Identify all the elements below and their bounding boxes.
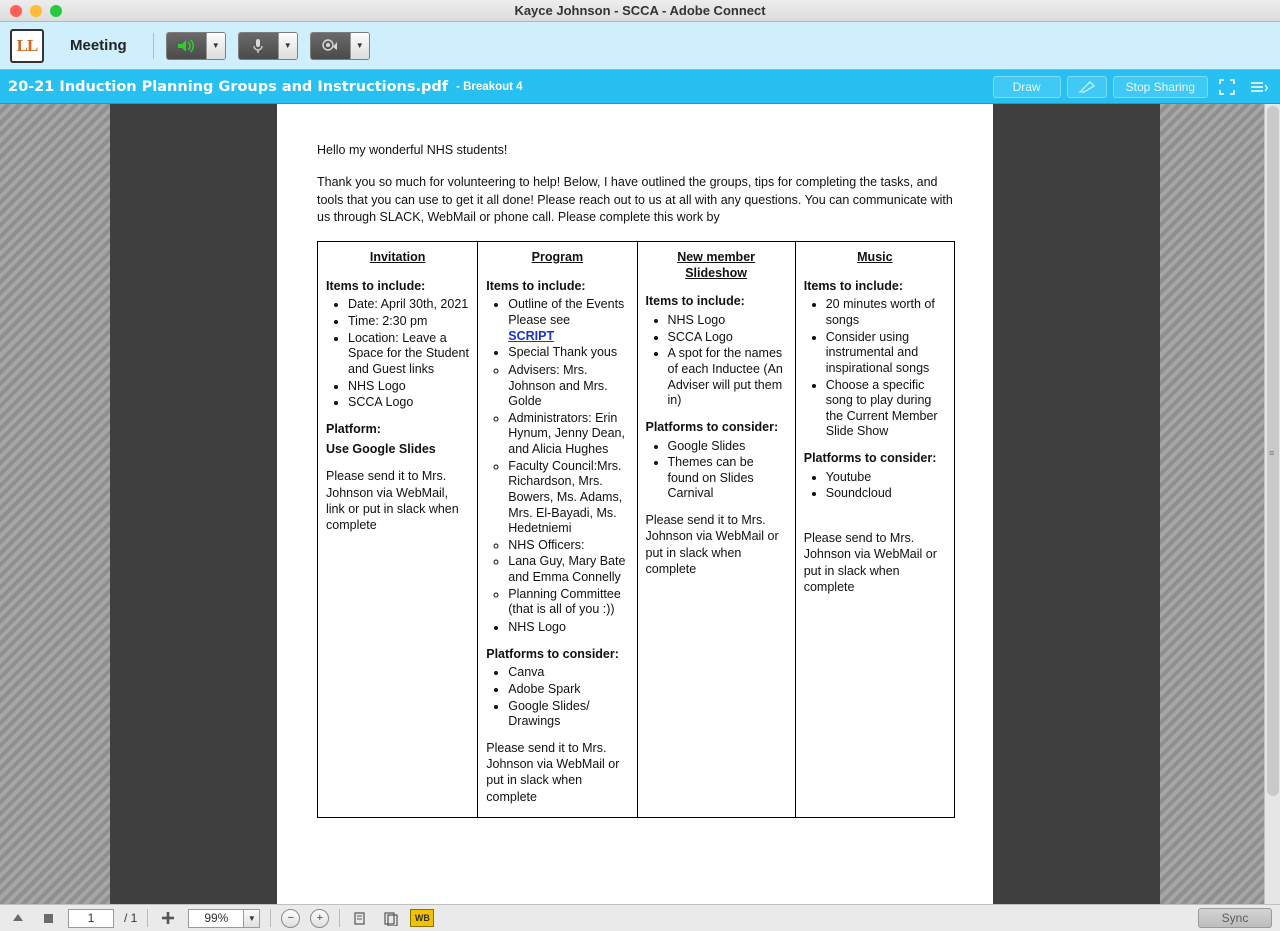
list-item: • NHS Logo — [668, 313, 787, 329]
list-item: • Time: 2:30 pm — [348, 314, 469, 330]
pdf-bottom-toolbar — [0, 904, 1280, 931]
sync-button[interactable]: Sync — [1198, 908, 1272, 928]
viewer-background-right — [993, 104, 1160, 904]
submission-note: Please send it to Mrs. Johnson via WebMail or put in slack when complete — [645, 513, 779, 576]
list-item: ◦ Administrators: Erin Hynum, Jenny Dean, and Alicia Hughes — [508, 411, 628, 458]
page-next-icon[interactable] — [380, 908, 400, 928]
items-label: Items to include: — [486, 278, 586, 293]
share-pod-header — [0, 70, 1280, 104]
list-item: ◦ Advisers: Mrs. Johnson and Mrs. Golde — [508, 363, 628, 410]
list-item: ◦ Lana Guy, Mary Bate and Emma Connelly — [508, 554, 628, 585]
instructions-table — [317, 241, 955, 818]
webcam-dropdown-icon[interactable]: ▼ — [351, 33, 369, 59]
spacer — [804, 512, 946, 520]
speaker-icon[interactable] — [167, 33, 207, 59]
microphone-icon[interactable] — [239, 33, 279, 59]
list-item: • NHS Logo — [348, 379, 469, 395]
window-title-bar — [0, 0, 1280, 22]
column-heading: Invitation — [369, 250, 426, 264]
pointer-icon[interactable] — [1067, 76, 1107, 98]
microphone-dropdown-icon[interactable]: ▼ — [279, 33, 297, 59]
submission-note: Please send it to Mrs. Johnson via WebMail, link or put in slack when complete — [326, 469, 459, 532]
list-item: • 20 minutes worth of songs — [826, 297, 946, 328]
platforms-list — [646, 439, 787, 503]
document-greeting: Hello my wonderful NHS students! — [317, 143, 508, 157]
app-logo: LL — [10, 29, 44, 63]
list-item: • SCCA Logo — [668, 330, 787, 346]
list-item: • Date: April 30th, 2021 — [348, 297, 469, 313]
document-intro: Thank you so much for volunteering to help! Below, I have outlined the groups, tips for completing the tasks, and tools that you can use to get it all done! Please reach out to us at all with any questions. You can communicate with us through SLACK, WebMail or phone call. Please complete this work by — [317, 174, 953, 225]
hamburger-menu-icon[interactable] — [1246, 76, 1272, 98]
breakout-room-label: - Breakout 4 — [456, 80, 523, 93]
minimize-window-button[interactable] — [30, 5, 42, 17]
platforms-list — [486, 665, 628, 730]
list-item — [508, 297, 628, 344]
pdf-page — [277, 104, 993, 904]
list-item-text: Outline of the Events Please see — [508, 297, 625, 327]
list-item: • Soundcloud — [826, 486, 946, 502]
list-item: • Location: Leave a Space for the Student and Guest links — [348, 331, 469, 378]
list-item: • Special Thank yous — [508, 345, 628, 361]
subitems-list — [486, 363, 628, 618]
list-item: • Youtube — [826, 470, 946, 486]
speaker-dropdown-icon[interactable]: ▼ — [207, 33, 225, 59]
table-cell-program — [478, 242, 637, 818]
document-viewer[interactable] — [0, 104, 1280, 904]
plus-icon[interactable] — [158, 908, 178, 928]
list-item: ◦ NHS Officers: — [508, 538, 628, 554]
list-item: • Choose a specific song to play during the Current Member Slide Show — [826, 378, 946, 441]
column-heading: Program — [531, 250, 584, 264]
items-label: Items to include: — [803, 278, 904, 293]
submission-note: Please send it to Mrs. Johnson via WebMail or put in slack when complete — [486, 740, 620, 804]
draw-button[interactable]: Draw — [993, 76, 1061, 98]
platforms-label: Platforms to consider: — [645, 419, 779, 434]
stop-icon[interactable] — [38, 908, 58, 928]
platforms-label: Platforms to consider: — [486, 646, 619, 661]
menu-meeting[interactable]: Meeting — [70, 37, 127, 54]
page-count-label: / 1 — [124, 911, 138, 925]
items-list-tail — [486, 620, 628, 636]
table-cell-new-member-slideshow — [637, 242, 795, 818]
zoom-value-input[interactable]: 99% — [188, 909, 244, 928]
list-item: • Google Slides — [668, 439, 787, 455]
platforms-list — [804, 470, 946, 502]
window-controls — [0, 5, 62, 17]
webcam-icon[interactable] — [311, 33, 351, 59]
list-item: ◦ Faculty Council:Mrs. Richardson, Mrs. Bowers, Ms. Adams, Mrs. El-Bayadi, Ms. Hedetniemi — [508, 459, 628, 537]
toolbar-divider — [339, 909, 340, 927]
table-cell-music — [795, 242, 954, 818]
viewer-background-left — [110, 104, 277, 904]
stop-sharing-button[interactable]: Stop Sharing — [1113, 76, 1208, 98]
toolbar-divider — [147, 909, 148, 927]
items-list — [646, 313, 787, 409]
speaker-control-group[interactable] — [166, 32, 226, 60]
fullscreen-icon[interactable] — [1214, 76, 1240, 98]
page-prev-icon[interactable] — [350, 908, 370, 928]
items-label: Items to include: — [326, 278, 426, 293]
webcam-control-group[interactable] — [310, 32, 370, 60]
app-toolbar — [0, 22, 1280, 70]
toolbar-divider — [153, 33, 154, 59]
close-window-button[interactable] — [10, 5, 22, 17]
items-list — [804, 297, 946, 440]
column-heading: Music — [857, 250, 893, 264]
viewer-hatch-left — [0, 104, 110, 904]
zoom-control[interactable] — [188, 909, 260, 928]
arrow-up-icon[interactable] — [8, 908, 28, 928]
viewer-hatch-right — [1160, 104, 1270, 904]
list-item: • Adobe Spark — [508, 682, 628, 698]
list-item: • NHS Logo — [508, 620, 628, 636]
items-label: Items to include: — [645, 294, 745, 309]
submission-note: Please send to Mrs. Johnson via WebMail or put in slack when complete — [803, 531, 937, 594]
scrollbar-grip-icon: ≡ — [1269, 448, 1275, 458]
microphone-control-group[interactable] — [238, 32, 298, 60]
table-row — [318, 242, 955, 818]
toolbar-divider — [270, 909, 271, 927]
chevron-down-icon[interactable]: ▼ — [244, 909, 260, 928]
list-item: • SCCA Logo — [348, 395, 469, 411]
items-list — [326, 297, 469, 410]
share-actions — [993, 76, 1272, 98]
list-item: • Themes can be found on Slides Carnival — [668, 455, 787, 502]
platform-label: Platform: — [326, 421, 381, 436]
viewer-scrollbar[interactable] — [1264, 104, 1280, 904]
script-link[interactable]: SCRIPT — [508, 328, 555, 343]
shared-file-name: 20-21 Induction Planning Groups and Instructions.pdf — [8, 78, 449, 95]
list-item: • Google Slides/ Drawings — [508, 699, 628, 730]
table-cell-invitation — [318, 242, 478, 818]
platforms-label: Platforms to consider: — [803, 451, 937, 465]
whiteboard-button[interactable]: WB — [410, 909, 434, 927]
maximize-window-button[interactable] — [50, 5, 62, 17]
list-item: • Canva — [508, 665, 628, 681]
list-item: • Consider using instrumental and inspirational songs — [826, 330, 946, 377]
page-number-input[interactable]: 1 — [68, 909, 114, 928]
list-item: ◦ Planning Committee (that is all of you :)) — [508, 587, 628, 618]
window-title: Kayce Johnson - SCCA - Adobe Connect — [514, 3, 766, 18]
list-item: • A spot for the names of each Inductee (An Adviser will put them in) — [668, 346, 787, 409]
items-list — [486, 297, 628, 361]
platform-value: Use Google Slides — [326, 441, 436, 456]
zoom-in-icon[interactable]: + — [310, 909, 329, 928]
zoom-out-icon[interactable]: − — [281, 909, 300, 928]
column-heading: New member Slideshow — [677, 250, 756, 280]
